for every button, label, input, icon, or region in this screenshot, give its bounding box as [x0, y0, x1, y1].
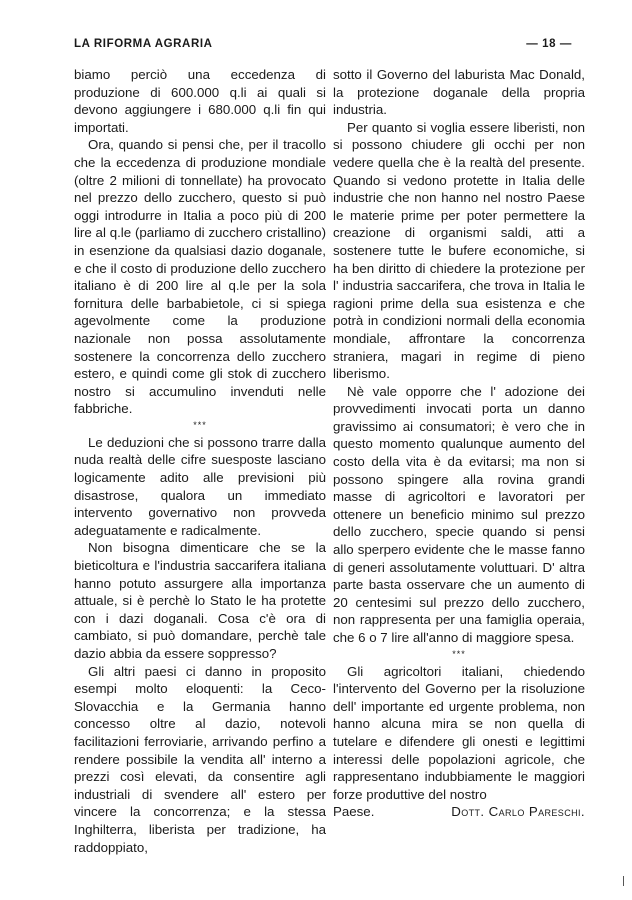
paragraph: Nè vale opporre che l' adozione dei provvedimenti invocati porta un danno gravissimo ai consumatori; è vero che in questo momento qualunque aumento del costo della vita è da evitarsi; ma non si possono spingere alla rovina grandi masse di agricoltori e lavoratori per ottenere un beneficio minimo sul prezzo dello zucchero, specie quando si pensi allo sperpero evidente che le masse fanno di generi assolutamente voluttuari. D' altra parte basta osservare che un aumento di 20 centesimi sul prezzo dello zucchero, non rappresenta per una famiglia operaia, che 6 o 7 lire all'anno di maggiore spesa. — [333, 383, 585, 645]
section-separator: *** — [452, 648, 466, 659]
right-column — [333, 66, 585, 821]
closing-line — [333, 803, 585, 821]
journal-title: LA RIFORMA AGRARIA — [74, 38, 213, 50]
left-column — [74, 66, 326, 856]
paragraph: Non bisogna dimenticare che se la bieticoltura e l'industria saccarifera italiana hanno potuto assurgere alla importanza attuale, si è perchè lo Stato le ha protette con i dazi doganali. Cosa c'è ora di cambiato, si può domandare, perchè tale dazio abbia da essere soppresso? — [74, 540, 326, 661]
paragraph: Per quanto si voglia essere liberisti, non si possono chiudere gli occhi per non vedere quella che è la realtà del presente. Quando si vedono protette in Italia delle industrie che non hanno nel nostro Paese le materie prime per poter permettere la creazione di organismi saldi, atti a sostenere tutte le bufere economiche, si ha ben diritto di chiedere la protezione per l' industria saccarifera, che trova in Italia le ragioni prime della sua esistenza e che potrà in condizioni normali della economia mondiale, affrontare la concorrenza straniera, magari in regime di pieno liberismo. — [333, 119, 585, 382]
paragraph: Gli altri paesi ci danno in proposito esempi molto eloquenti: la Ceco-Slovacchia e la Germania hanno concesso oltre al dazio, notevoli facilitazioni ferroviarie, arrivando perfino a rendere possibile la vendita all' interno a prezzi così elevati, da consentire agli industriali di svendere all' estero per vincere la concorrenza; e la stessa Inghilterra, liberista per tradizione, ha raddoppiato, — [74, 663, 326, 855]
running-header — [74, 38, 572, 54]
paragraph: Ora, quando si pensi che, per il tracollo che la eccedenza di produzione mondiale (oltre 2 milioni di tonnellate) ha provocato nel prezzo dello zucchero, questo si può oggi introdurre in Italia a poco più di 200 lire al q.le (parliamo di zucchero cristallino) in esenzione da qualsiasi dazio doganale, e che il costo di produzione dello zucchero italiano è di 200 lire al q.le per la sola fornitura delle barbabietole, ci si spiega agevolmente come la produzione nazionale non possa assolutamente sostenere la concorrenza dello zucchero estero, e quindi come gli stok di zucchero nostro si accumulino invenduti nelle fabbriche. — [74, 137, 326, 417]
section-separator: *** — [193, 419, 207, 430]
scan-edge-mark — [623, 876, 624, 886]
page-number: — 18 — — [526, 38, 572, 50]
paragraph-end: Paese. — [333, 804, 375, 820]
paragraph: Gli agricoltori italiani, chiedendo l'intervento del Governo per la risoluzione dell' importante ed urgente problema, non hanno alcuna mira se non quella di tutelare e difendere gli onesti e legittimi interessi delle popolazioni agricole, che rappresentano indubbiamente le maggiori forze produttive del nostro — [333, 663, 585, 802]
paragraph: biamo perciò una eccedenza di produzione di 600.000 q.li ai quali si devono aggiungere i 680.000 q.li fin qui importati. — [74, 67, 326, 135]
author-signature: Dott. Carlo Pareschi. — [451, 804, 585, 820]
paragraph: sotto il Governo del laburista Mac Donald, la protezione doganale della propria industria. — [333, 67, 585, 118]
paragraph: Le deduzioni che si possono trarre dalla nuda realtà delle cifre suesposte lasciano logicamente adito alle previsioni più disastrose, qualora un immediato intervento governativo non provveda adeguatamente e radicalmente. — [74, 434, 326, 538]
